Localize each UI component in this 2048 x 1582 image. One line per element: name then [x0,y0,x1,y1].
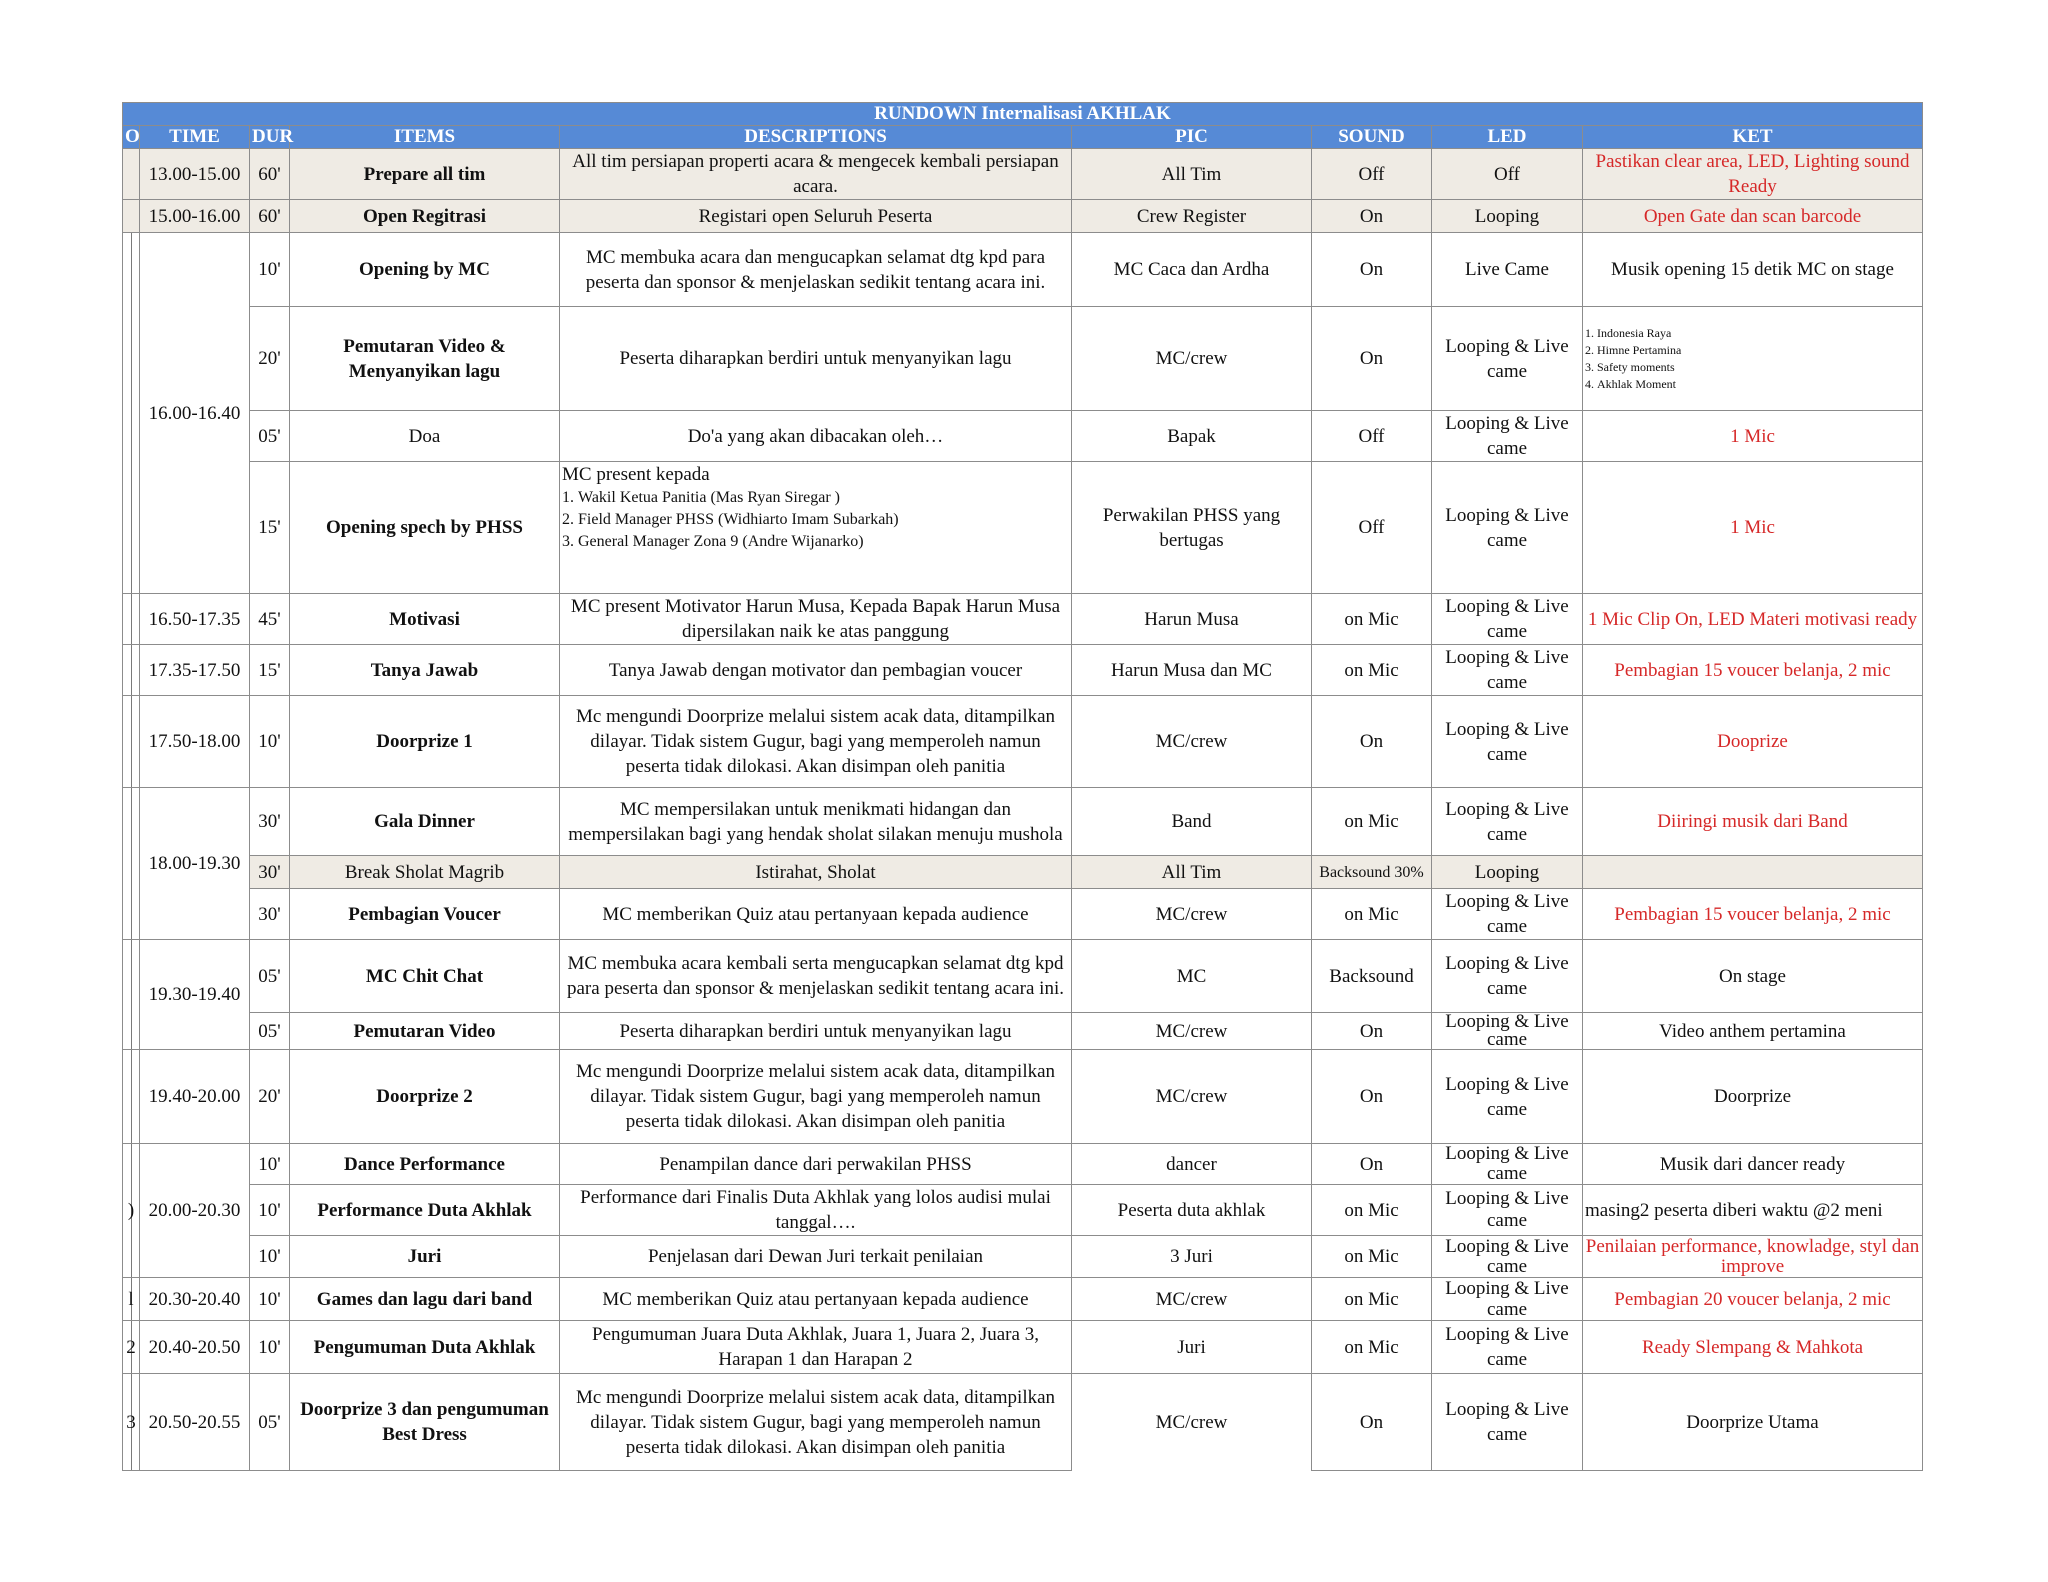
row-led: Looping & Live came [1432,411,1583,462]
row-pic: Perwakilan PHSS yang bertugas [1072,462,1312,594]
row-item: Pemutaran Video & Menyanyikan lagu [290,307,560,411]
row-item: Performance Duta Akhlak [290,1185,560,1236]
row-ket: masing2 peserta diberi waktu @2 meni [1583,1185,1923,1236]
row-pic: Harun Musa [1072,594,1312,645]
row-ket: Dooprize [1583,696,1923,788]
row-led: Looping & Live came [1432,696,1583,788]
row-no [123,1050,140,1144]
row-dur: 10' [250,696,290,788]
sheet-title: RUNDOWN Internalisasi AKHLAK [123,103,1923,126]
row-description: MC memberikan Quiz atau pertanyaan kepada audience [560,1278,1072,1321]
row-ket: Musik dari dancer ready [1583,1144,1923,1185]
table-row [123,200,1923,233]
row-sound: On [1312,200,1432,233]
row-dur: 10' [250,1185,290,1236]
row-pic: dancer [1072,1144,1312,1185]
row-led: Looping & Live came [1432,1185,1583,1236]
row-description: Performance dari Finalis Duta Akhlak yang lolos audisi mulai tanggal…. [560,1185,1072,1236]
row-time: 20.40-20.50 [140,1321,250,1374]
row-pic: Crew Register [1072,200,1312,233]
row-time: 13.00-15.00 [140,149,250,200]
row-description: MC membuka acara dan mengucapkan selamat dtg kpd para peserta dan sponsor & menjelaskan sedikit tentang acara ini. [560,233,1072,307]
row-item: Pengumuman Duta Akhlak [290,1321,560,1374]
rundown-sheet [125,102,1922,1471]
row-no [123,645,140,696]
row-description: Mc mengundi Doorprize melalui sistem acak data, ditampilkan dilayar. Tidak sistem Gugur, bagi yang memperoleh namun peserta tidak dilokasi. Akan disimpan oleh panitia [560,1050,1072,1144]
table-row [123,1236,1923,1278]
row-pic: MC [1072,940,1312,1013]
row-dur: 60' [250,200,290,233]
row-dur: 05' [250,940,290,1013]
row-description: Mc mengundi Doorprize melalui sistem acak data, ditampilkan dilayar. Tidak sistem Gugur, bagi yang memperoleh namun peserta tidak dilokasi. Akan disimpan oleh panitia [560,1374,1072,1471]
row-dur: 05' [250,411,290,462]
row-dur: 15' [250,462,290,594]
row-dur: 30' [250,889,290,940]
row-led: Looping & Live came [1432,1374,1583,1471]
row-item: Doorprize 3 dan pengumuman Best Dress [290,1374,560,1471]
row-pic: MC Caca dan Ardha [1072,233,1312,307]
row-pic: MC/crew [1072,1013,1312,1050]
row-item: MC Chit Chat [290,940,560,1013]
row-description: MC present Motivator Harun Musa, Kepada Bapak Harun Musa dipersilakan naik ke atas panggung [560,594,1072,645]
row-time: 18.00-19.30 [140,788,250,940]
row-sound: On [1312,307,1432,411]
list-item: 2. Field Manager PHSS (Widhiarto Imam Subarkah) [578,509,1069,531]
row-sound: Backsound [1312,940,1432,1013]
row-pic: Harun Musa dan MC [1072,645,1312,696]
table-row [123,233,1923,307]
row-description: All tim persiapan properti acara & mengecek kembali persiapan acara. [560,149,1072,200]
row-sound: On [1312,1050,1432,1144]
row-ket: On stage [1583,940,1923,1013]
list-item: 4. Akhlak Moment [1597,376,1920,393]
row-led: Looping [1432,200,1583,233]
header-no: O [123,126,140,149]
row-led: Looping & Live came [1432,1144,1583,1185]
row-no [123,594,140,645]
header-pic: PIC [1072,126,1312,149]
row-led: Looping [1432,856,1583,889]
header-time: TIME [140,126,250,149]
row-ket: Diiringi musik dari Band [1583,788,1923,856]
row-sound: On [1312,696,1432,788]
row-no [123,200,140,233]
row-led: Live Came [1432,233,1583,307]
row-led: Looping & Live came [1432,1050,1583,1144]
list-item: 2. Himne Pertamina [1597,342,1920,359]
row-sound: on Mic [1312,1236,1432,1278]
row-ket: Penilaian performance, knowladge, styl dan improve [1583,1236,1923,1278]
row-ket: 1 Mic [1583,462,1923,594]
speaker-list [562,487,1069,553]
row-description: Mc mengundi Doorprize melalui sistem acak data, ditampilkan dilayar. Tidak sistem Gugur, bagi yang memperoleh namun peserta tidak dilokasi. Akan disimpan oleh panitia [560,696,1072,788]
row-ket: Ready Slempang & Mahkota [1583,1321,1923,1374]
row-pic: Band [1072,788,1312,856]
row-pic: All Tim [1072,856,1312,889]
row-no [123,233,140,594]
row-time: 19.40-20.00 [140,1050,250,1144]
row-sound: on Mic [1312,645,1432,696]
row-dur: 30' [250,788,290,856]
row-pic: Peserta duta akhlak [1072,1185,1312,1236]
row-time: 16.50-17.35 [140,594,250,645]
table-row [123,1050,1923,1144]
row-led: Looping & Live came [1432,1236,1583,1278]
row-item: Break Sholat Magrib [290,856,560,889]
header-sound: SOUND [1312,126,1432,149]
table-row [123,411,1923,462]
row-ket: Pastikan clear area, LED, Lighting sound Ready [1583,149,1923,200]
row-ket: Doorprize [1583,1050,1923,1144]
table-row [123,594,1923,645]
row-pic: 3 Juri [1072,1236,1312,1278]
header-dur: DUR [250,126,290,149]
row-ket: Open Gate dan scan barcode [1583,200,1923,233]
table-row [123,149,1923,200]
row-dur: 60' [250,149,290,200]
row-led: Looping & Live came [1432,1013,1583,1050]
row-no [123,149,140,200]
row-dur: 20' [250,1050,290,1144]
row-item: Games dan lagu dari band [290,1278,560,1321]
row-pic: MC/crew [1072,307,1312,411]
row-dur: 05' [250,1374,290,1471]
row-description: Peserta diharapkan berdiri untuk menyanyikan lagu [560,307,1072,411]
row-item: Doorprize 2 [290,1050,560,1144]
row-pic: Juri [1072,1321,1312,1374]
list-item: 1. Wakil Ketua Panitia (Mas Ryan Siregar ) [578,487,1069,509]
row-pic: MC/crew [1072,1050,1312,1144]
title-row [123,103,1923,126]
row-dur: 10' [250,1144,290,1185]
row-sound: On [1312,1144,1432,1185]
list-item: 1. Indonesia Raya [1597,325,1920,342]
row-sound: on Mic [1312,1278,1432,1321]
header-descriptions: DESCRIPTIONS [560,126,1072,149]
row-item: Pemutaran Video [290,1013,560,1050]
row-pic: MC/crew [1072,889,1312,940]
row-no [123,788,140,940]
row-item: Pembagian Voucer [290,889,560,940]
row-pic: MC/crew [1072,696,1312,788]
row-item: Opening spech by PHSS [290,462,560,594]
row-ket: Doorprize Utama [1583,1374,1923,1471]
row-dur: 20' [250,307,290,411]
row-led: Looping & Live came [1432,788,1583,856]
table-row [123,1185,1923,1236]
header-led: LED [1432,126,1583,149]
row-description: Tanya Jawab dengan motivator dan pembagian voucer [560,645,1072,696]
header-row [123,126,1923,149]
table-row [123,645,1923,696]
row-time: 20.30-20.40 [140,1278,250,1321]
song-list [1585,325,1920,393]
row-description: Pengumuman Juara Duta Akhlak, Juara 1, Juara 2, Juara 3, Harapan 1 dan Harapan 2 [560,1321,1072,1374]
row-sound: On [1312,233,1432,307]
row-item: Gala Dinner [290,788,560,856]
row-sound: Off [1312,462,1432,594]
row-pic: MC/crew [1072,1374,1312,1471]
row-time: 17.50-18.00 [140,696,250,788]
row-description: Penjelasan dari Dewan Juri terkait penilaian [560,1236,1072,1278]
row-sound: on Mic [1312,594,1432,645]
row-item: Juri [290,1236,560,1278]
row-no: 2 [123,1321,140,1374]
row-description: Penampilan dance dari perwakilan PHSS [560,1144,1072,1185]
row-dur: 15' [250,645,290,696]
row-ket-list [1583,307,1923,411]
row-item: Open Regitrasi [290,200,560,233]
table-row [123,1321,1923,1374]
row-pic: All Tim [1072,149,1312,200]
row-no: 3 [123,1374,140,1471]
row-no: l [123,1278,140,1321]
table-row [123,696,1923,788]
row-dur: 45' [250,594,290,645]
row-time: 15.00-16.00 [140,200,250,233]
row-item: Opening by MC [290,233,560,307]
row-sound: Off [1312,149,1432,200]
row-description: Peserta diharapkan berdiri untuk menyanyikan lagu [560,1013,1072,1050]
table-row [123,1278,1923,1321]
row-pic: Bapak [1072,411,1312,462]
row-description: MC mempersilakan untuk menikmati hidangan dan mempersilakan bagi yang hendak sholat silakan menuju mushola [560,788,1072,856]
row-no [123,696,140,788]
table-row [123,462,1923,594]
row-sound: On [1312,1013,1432,1050]
rundown-table [122,102,1923,1471]
row-led: Looping & Live came [1432,1321,1583,1374]
row-ket: Pembagian 15 voucer belanja, 2 mic [1583,645,1923,696]
row-time: 20.00-20.30 [140,1144,250,1278]
table-row [123,856,1923,889]
row-dur: 30' [250,856,290,889]
row-description: Istirahat, Sholat [560,856,1072,889]
row-ket [1583,856,1923,889]
row-description: Registari open Seluruh Peserta [560,200,1072,233]
row-pic: MC/crew [1072,1278,1312,1321]
row-description: MC membuka acara kembali serta mengucapkan selamat dtg kpd para peserta dan sponsor & menjelaskan sedikit tentang acara ini. [560,940,1072,1013]
row-sound: on Mic [1312,1321,1432,1374]
row-item: Dance Performance [290,1144,560,1185]
row-item: Prepare all tim [290,149,560,200]
row-no: ) [123,1144,140,1278]
row-time: 17.35-17.50 [140,645,250,696]
row-led: Looping & Live came [1432,645,1583,696]
header-ket: KET [1583,126,1923,149]
row-ket: 1 Mic [1583,411,1923,462]
row-dur: 10' [250,1236,290,1278]
row-sound: on Mic [1312,1185,1432,1236]
description-intro: MC present kepada [562,464,710,485]
row-led: Looping & Live came [1432,594,1583,645]
row-description [560,462,1072,594]
row-dur: 10' [250,1278,290,1321]
row-led: Looping & Live came [1432,462,1583,594]
table-row [123,1374,1923,1471]
row-ket: Pembagian 15 voucer belanja, 2 mic [1583,889,1923,940]
row-item: Doorprize 1 [290,696,560,788]
row-led: Off [1432,149,1583,200]
table-row [123,1013,1923,1050]
row-description: Do'a yang akan dibacakan oleh… [560,411,1072,462]
row-sound: on Mic [1312,788,1432,856]
table-row [123,307,1923,411]
row-ket: Musik opening 15 detik MC on stage [1583,233,1923,307]
row-time: 20.50-20.55 [140,1374,250,1471]
row-sound: on Mic [1312,889,1432,940]
row-sound: On [1312,1374,1432,1471]
row-item: Tanya Jawab [290,645,560,696]
row-ket: Video anthem pertamina [1583,1013,1923,1050]
row-item: Doa [290,411,560,462]
row-sound: Backsound 30% [1312,856,1432,889]
table-row [123,889,1923,940]
table-row [123,940,1923,1013]
row-time: 19.30-19.40 [140,940,250,1050]
row-dur: 10' [250,233,290,307]
row-ket: Pembagian 20 voucer belanja, 2 mic [1583,1278,1923,1321]
row-sound: Off [1312,411,1432,462]
row-time: 16.00-16.40 [140,233,250,594]
row-dur: 05' [250,1013,290,1050]
row-led: Looping & Live came [1432,1278,1583,1321]
header-items: ITEMS [290,126,560,149]
row-ket: 1 Mic Clip On, LED Materi motivasi ready [1583,594,1923,645]
table-row [123,1144,1923,1185]
table-row [123,788,1923,856]
row-led: Looping & Live came [1432,307,1583,411]
row-dur: 10' [250,1321,290,1374]
row-led: Looping & Live came [1432,940,1583,1013]
row-no [123,940,140,1050]
row-description: MC memberikan Quiz atau pertanyaan kepada audience [560,889,1072,940]
row-led: Looping & Live came [1432,889,1583,940]
row-item: Motivasi [290,594,560,645]
list-item: 3. General Manager Zona 9 (Andre Wijanarko) [578,531,1069,553]
list-item: 3. Safety moments [1597,359,1920,376]
